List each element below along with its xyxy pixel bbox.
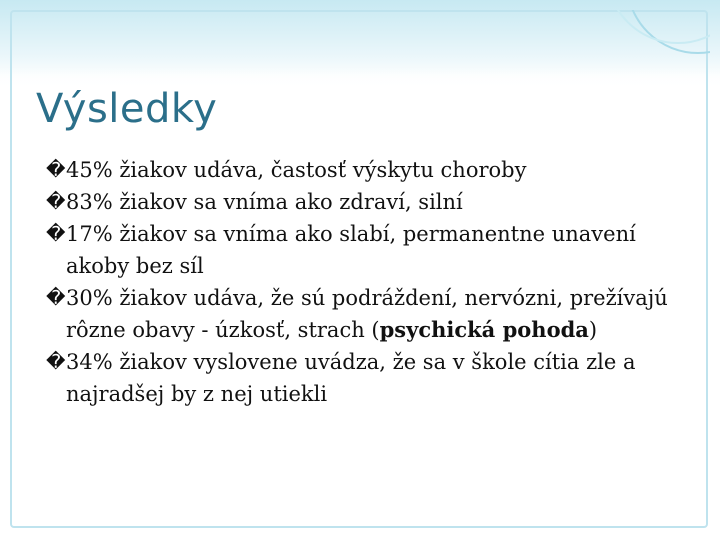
bullet-item	[46, 154, 686, 186]
bullet-text: 83% žiakov sa vníma ako zdraví, silní	[66, 190, 463, 214]
bullet-marker-icon: �	[46, 191, 66, 213]
bullet-marker-icon: �	[46, 287, 66, 309]
bullet-text: 45% žiakov udáva, častosť výskytu choroby	[66, 158, 527, 182]
bullet-list	[46, 154, 686, 410]
bullet-text: 34% žiakov vyslovene uvádza, že sa v škole cítia zle a najradšej by z nej utiekli	[66, 350, 636, 406]
bullet-item	[46, 186, 686, 218]
bullet-item	[46, 218, 686, 282]
bullet-marker-icon: �	[46, 351, 66, 373]
slide-title: Výsledky	[36, 86, 218, 132]
bullet-text: )	[588, 318, 598, 342]
bullet-text: 17% žiakov sa vníma ako slabí, permanentne unavení akoby bez síl	[66, 222, 636, 278]
bullet-text: 30% žiakov udáva, že sú podráždení, nervózni, prežívajú rôzne obavy - úzkosť, strach (	[66, 286, 668, 342]
bullet-item	[46, 346, 686, 410]
corner-decoration	[590, 10, 710, 80]
bullet-item	[46, 282, 686, 346]
bullet-emphasis: psychická pohoda	[379, 317, 589, 342]
bullet-marker-icon: �	[46, 159, 66, 181]
bullet-marker-icon: �	[46, 223, 66, 245]
